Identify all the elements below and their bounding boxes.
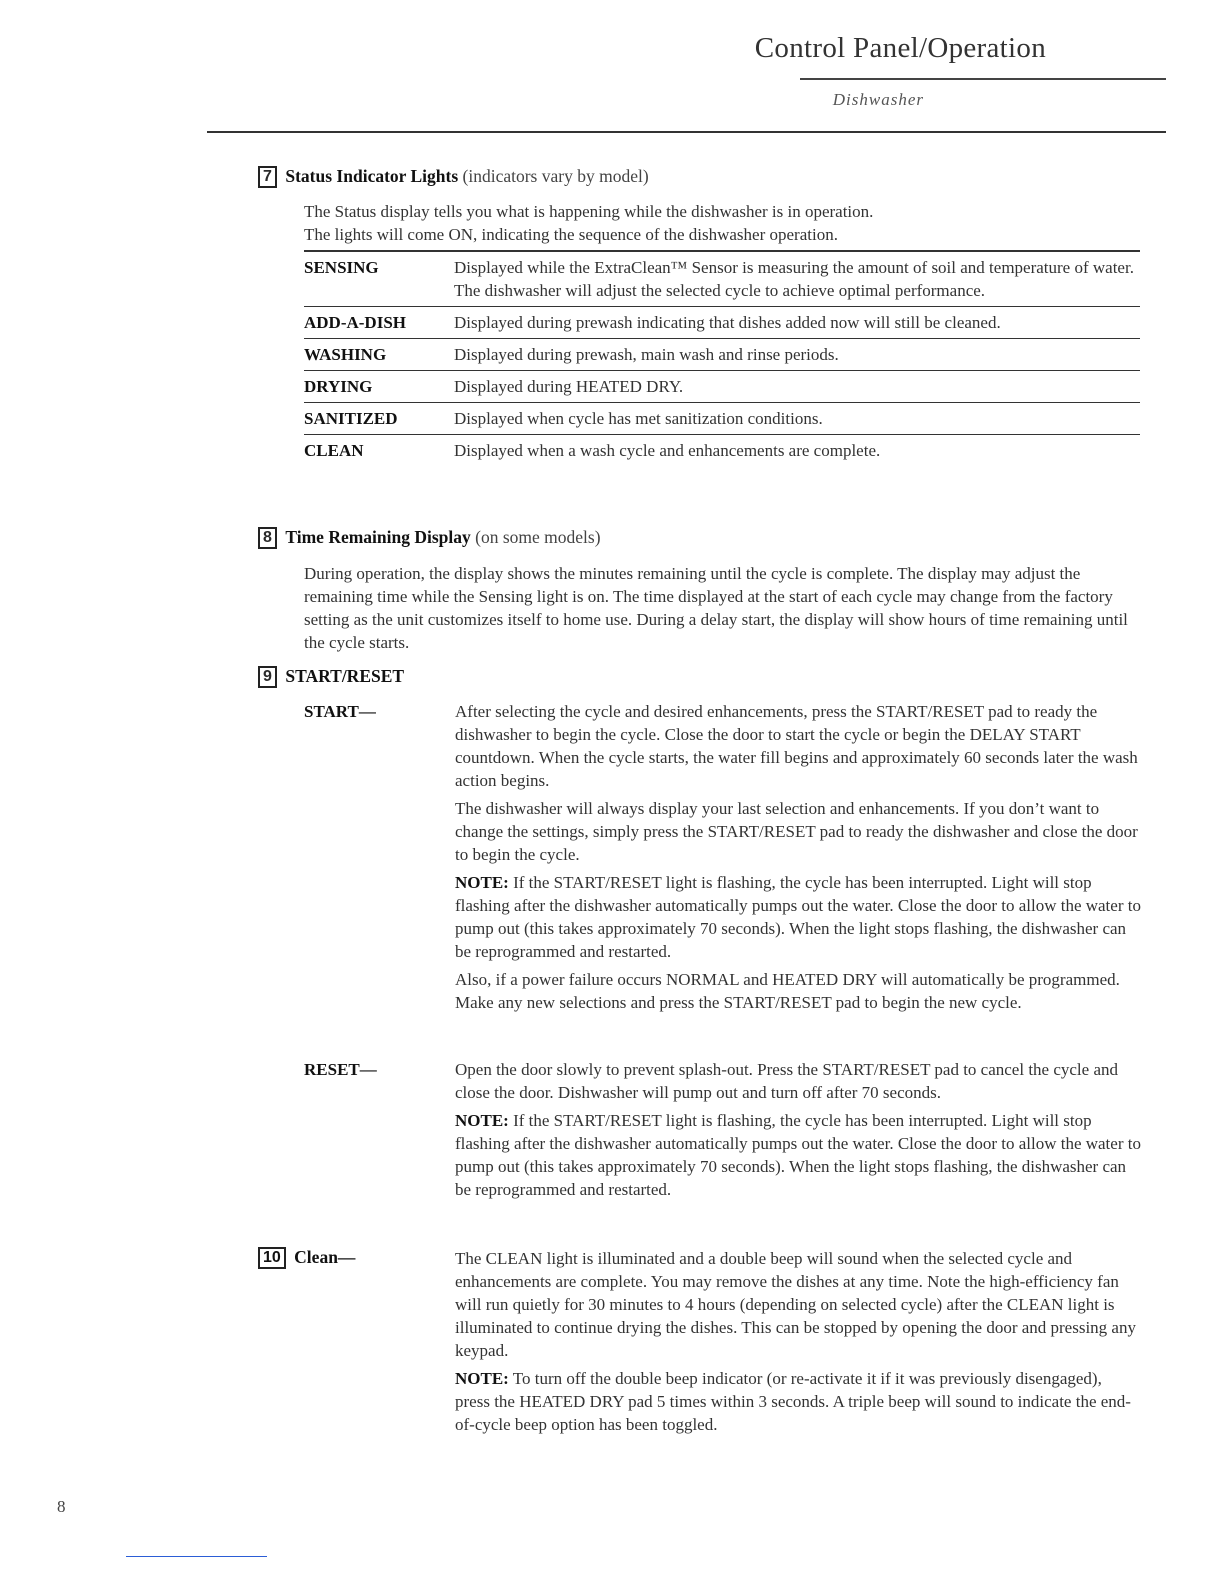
table-row [304, 306, 1140, 338]
reset-term: RESET— [304, 1060, 377, 1079]
note-paragraph [455, 1367, 1141, 1436]
note-label: NOTE: [455, 1111, 509, 1130]
table-row [304, 434, 1140, 466]
section-number-badge: 9 [258, 666, 277, 688]
status-definition: Displayed during HEATED DRY. [454, 377, 684, 396]
start-term: START— [304, 702, 376, 721]
time-remaining-body: During operation, the display shows the minutes remaining until the cycle is complete. The display may adjust the remaining time while the Sensing light is on. The time displayed at the start of each cycle may change from the factory setting as the unit customizes itself to home use. During a delay start, the display will show hours of time remaining until the cycle starts. [304, 564, 1128, 652]
paragraph: The CLEAN light is illuminated and a double beep will sound when the selected cycle and enhancements are complete. You may remove the dishes at any time. Note the high-efficiency fan will run quietly for 30 minutes to 4 hours (depending on selected cycle) after the CLEAN light is illuminated to continue drying the dishes. This can be stopped by opening the door and pressing any keypad. [455, 1249, 1136, 1360]
section-note: (on some models) [475, 527, 601, 547]
header-rule [800, 78, 1166, 80]
section-divider [207, 131, 1166, 133]
note-text: If the START/RESET light is flashing, the cycle has been interrupted. Light will stop flashing after the dishwasher automatically pumps out the water. Close the door to allow the water to pump out (this takes approximately 70 seconds). When the light stops flashing, the dishwasher can be reprogrammed and restarted. [455, 1111, 1141, 1199]
status-term: ADD-A-DISH [304, 313, 406, 332]
status-definition: Displayed when cycle has met sanitization conditions. [454, 409, 823, 428]
section-title: Status Indicator Lights [285, 166, 459, 186]
start-description [455, 700, 1141, 1019]
page-subtitle: Dishwasher [832, 90, 924, 109]
status-lights-table [304, 250, 1140, 466]
reset-description [455, 1058, 1141, 1206]
status-definition: Displayed when a wash cycle and enhancements are complete. [454, 441, 881, 460]
start-reset-heading [258, 666, 404, 688]
note-paragraph [455, 871, 1141, 963]
table-row [304, 338, 1140, 370]
section-note: (indicators vary by model) [462, 166, 649, 186]
status-term: SANITIZED [304, 409, 398, 428]
footer-link-underline [126, 1556, 267, 1557]
clean-heading [258, 1247, 355, 1269]
status-intro-line-2: The lights will come ON, indicating the sequence of the dishwasher operation. [304, 225, 838, 244]
status-term: CLEAN [304, 441, 364, 460]
note-label: NOTE: [455, 1369, 509, 1388]
paragraph: Also, if a power failure occurs NORMAL and HEATED DRY will automatically be programmed. Make any new selections and press the START/RESET pad to begin the new cycle. [455, 970, 1120, 1012]
status-intro [304, 200, 1134, 246]
section-title: Time Remaining Display [285, 527, 471, 547]
paragraph: The dishwasher will always display your last selection and enhancements. If you don’t want to change the settings, simply press the START/RESET pad to ready the dishwasher and close the door to begin the cycle. [455, 799, 1138, 864]
clean-description [455, 1247, 1141, 1441]
table-row [304, 402, 1140, 434]
status-definition: Displayed during prewash indicating that dishes added now will still be cleaned. [454, 313, 1001, 332]
status-lights-heading [258, 166, 649, 188]
section-number-badge: 10 [258, 1247, 286, 1269]
time-remaining-heading [258, 527, 601, 549]
section-number-badge: 8 [258, 527, 277, 549]
table-row [304, 370, 1140, 402]
status-term: SENSING [304, 258, 379, 277]
status-term: DRYING [304, 377, 373, 396]
paragraph: Open the door slowly to prevent splash-out. Press the START/RESET pad to cancel the cycle and close the door. Dishwasher will pump out and turn off after 70 seconds. [455, 1060, 1118, 1102]
status-intro-line-1: The Status display tells you what is happening while the dishwasher is in operation. [304, 202, 874, 221]
paragraph: After selecting the cycle and desired enhancements, press the START/RESET pad to ready the dishwasher to begin the cycle. Close the door to start the cycle or begin the DELAY START countdown. When the cycle starts, the water fill begins and approximately 60 seconds later the wash action begins. [455, 702, 1138, 790]
status-term: WASHING [304, 345, 387, 364]
page-title: Control Panel/Operation [754, 32, 1046, 64]
note-text: If the START/RESET light is flashing, the cycle has been interrupted. Light will stop flashing after the dishwasher automatically pumps out the water. Close the door to allow the water to pump out (this takes approximately 70 seconds). When the light stops flashing, the dishwasher can be reprogrammed and restarted. [455, 873, 1141, 961]
status-definition: Displayed during prewash, main wash and rinse periods. [454, 345, 839, 364]
section-number-badge: 7 [258, 166, 277, 188]
table-row [304, 250, 1140, 306]
clean-term: Clean— [294, 1247, 356, 1267]
status-definition: Displayed while the ExtraClean™ Sensor is measuring the amount of soil and temperature of water. The dishwasher will adjust the selected cycle to achieve optimal performance. [454, 258, 1134, 300]
section-title: START/RESET [285, 666, 405, 686]
note-paragraph [455, 1109, 1141, 1201]
page-number: 8 [57, 1497, 66, 1516]
note-label: NOTE: [455, 873, 509, 892]
note-text: To turn off the double beep indicator (or re-activate it if it was previously disengaged), press the HEATED DRY pad 5 times within 3 seconds. A triple beep will sound to indicate the end-of-cycle beep option has been toggled. [455, 1369, 1131, 1434]
